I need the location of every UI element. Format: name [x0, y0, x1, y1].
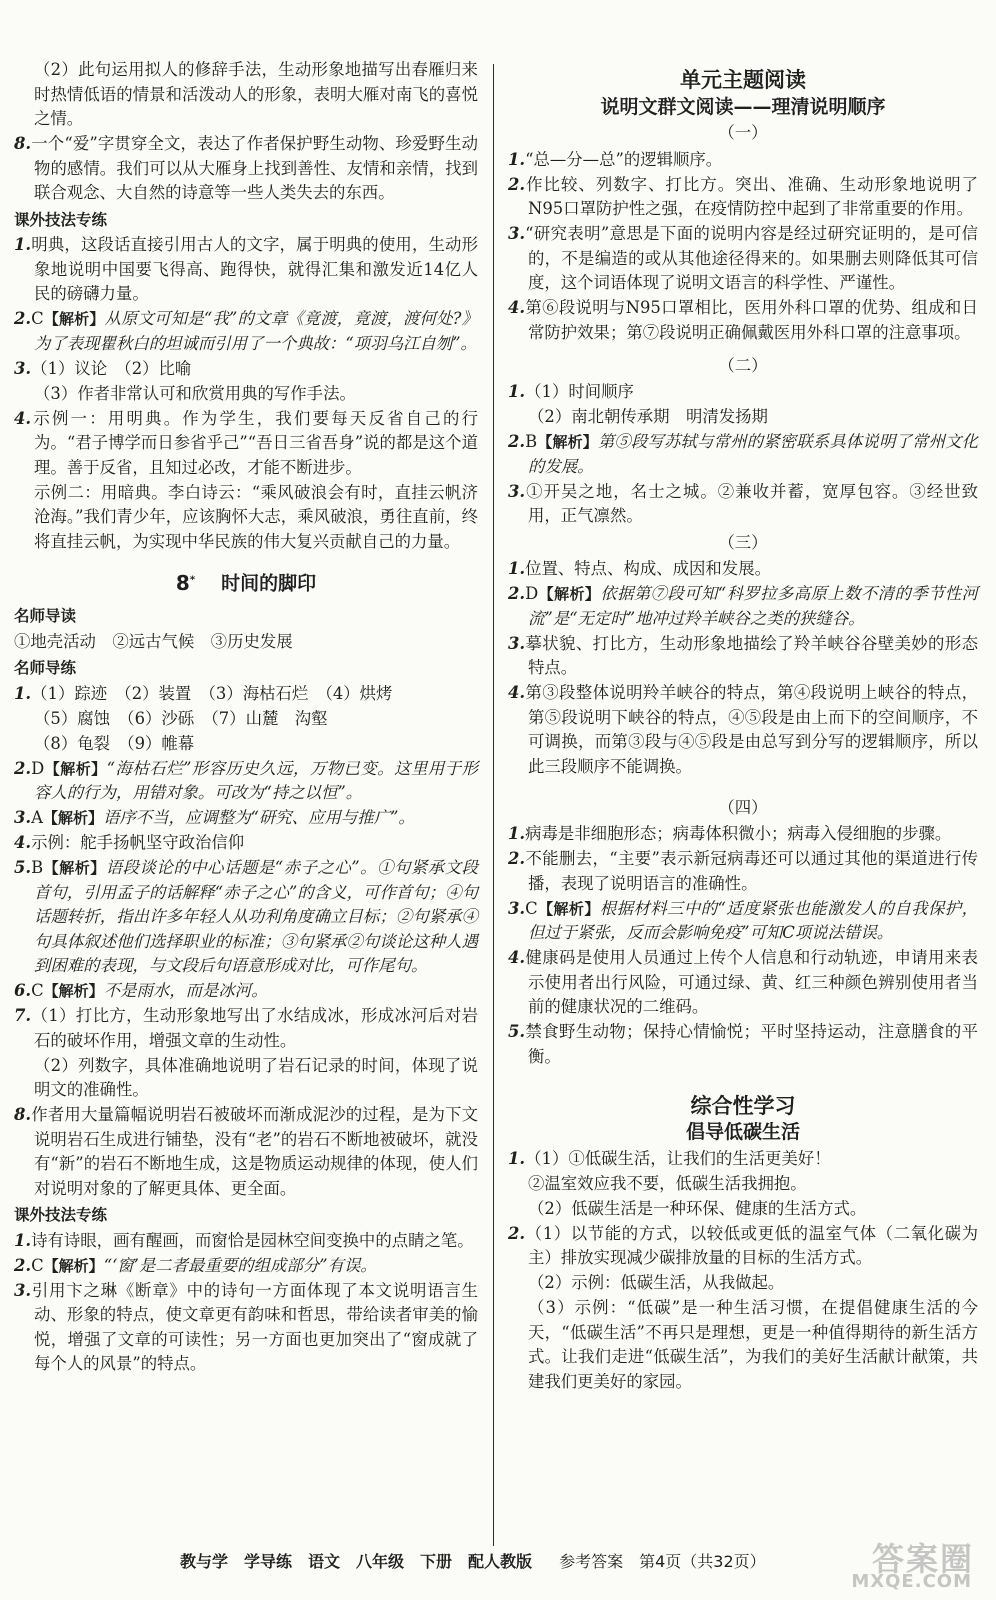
item-number: 5.	[508, 1022, 526, 1041]
right-column	[508, 58, 978, 1550]
answer-item	[14, 1229, 478, 1254]
answer-item	[14, 856, 478, 979]
answer-text: “总—分—总”的逻辑顺序。	[525, 149, 723, 169]
answer-text: ①地壳活动 ②远古气候 ③历史发展	[14, 631, 293, 651]
item-number: 3.	[508, 898, 526, 918]
answer-text: 作比较、列数字、打比方。突出、准确、生动形象地说明了N95口罩防护性之强，在疫情防控中起到了非常重要的作用。	[525, 174, 978, 218]
unit-subtitle: 说明文群文阅读——理清说明顺序	[600, 95, 886, 118]
answer-text: 第③段整体说明羚羊峡谷的特点，第④段说明上峡谷的特点，第⑤段说明下峡谷的特点，④⑤段是由上而下的空间顺序，不可调换，而第③段与④⑤段是由总写到分写的逻辑顺序，所以此三段顺序不能调换。	[525, 683, 978, 776]
answer-text: 第⑥段说明与N95口罩相比，医用外科口罩的优势、组成和日常防护效果；第⑦段说明正确佩戴医用外科口罩的注意事项。	[525, 298, 978, 342]
item-number: 2.	[508, 1223, 526, 1243]
section-heading: 名师导读	[14, 607, 77, 626]
item-number: 2.	[508, 584, 526, 603]
analysis-tag: 【解析】	[538, 585, 601, 603]
answer-text: 引用卞之琳《断章》中的诗句一方面体现了本文说明语言生动、形象的特点，使文章更有韵味和哲思，带给读者审美的愉悦，增强了文章的可读性；另一方面也更加突出了“窗成就了每个人的风景”的特点。	[31, 1280, 478, 1374]
chapter-name: 时间的脚印	[221, 572, 317, 595]
answer-item	[508, 897, 978, 946]
answer-item	[508, 632, 978, 681]
answer-text: 健康码是使用人员通过上传个人信息和行动轨迹，申请用来表示使用者出行风险，可通过绿、黄、红三种颜色辨别使用者当前的健康状况的二维码。	[525, 948, 978, 1016]
answer-item	[508, 822, 978, 847]
answer-text: 明典，这段话直接引用古人的文字，属于明典的使用，生动形象地说明中国要飞得高、跑得快，就得汇集和激发近14亿人民的磅礴力量。	[31, 235, 478, 303]
analysis-tag: 【解析】	[43, 859, 106, 878]
item-number: 4.	[508, 298, 526, 317]
section-number: （二）	[718, 355, 768, 375]
choice-letter: C	[525, 898, 538, 918]
answer-text: ①开吴之地，名士之城。②兼收并蓄，宽厚包容。③经世致用，正气凛然。	[525, 481, 978, 525]
answer-text: 语段谈论的中心话题是“赤子之心”。①句紧承文段首句，引用孟子的话解释“赤子之心”的含义，可作首句；④句话题转折，指出许多年轻人从功利角度确立目标；②句紧承④句具体叙述他们选择职业的标准；③句紧承②句谈论这种人遇到困难的表现，与文段后句语意形成对比，可作尾句。	[34, 858, 478, 976]
unit-title: 单元主题阅读	[680, 68, 806, 92]
answer-item	[508, 296, 978, 345]
answer-text: （1）踪迹 （2）装置 （3）海枯石烂 （4）烘烤	[31, 683, 393, 703]
answer-text: 第⑤段写苏轼与常州的紧密联系具体说明了常州文化的发展。	[528, 432, 978, 476]
item-number: 4.	[508, 683, 526, 702]
item-number: 2.	[14, 758, 32, 778]
answer-text: （5）腐蚀 （6）沙砾 （7）山麓 沟壑	[34, 708, 328, 728]
answer-item	[508, 582, 978, 631]
answer-text: （2）列数字，具体准确地说明了岩石记录的时间，体现了说明文的准确性。	[34, 1055, 478, 1100]
section-title: 综合性学习	[690, 1093, 796, 1118]
section-number: （一）	[718, 123, 768, 142]
item-number: 3.	[508, 224, 526, 243]
answer-text: （8）龟裂 （9）帷幕	[34, 733, 195, 753]
page-number: 参考答案 第4页（共32页）	[559, 1552, 766, 1571]
item-number: 3.	[14, 358, 32, 378]
analysis-tag: 【解析】	[43, 982, 104, 1001]
choice-letter: D	[31, 758, 45, 778]
item-number: 1.	[14, 1230, 32, 1250]
choice-letter: B	[31, 858, 44, 878]
left-column	[14, 58, 478, 1550]
section-number: （四）	[718, 797, 768, 817]
answer-item	[14, 407, 478, 481]
item-number: 3.	[14, 1280, 32, 1300]
chapter-number: 8	[175, 570, 190, 595]
choice-letter: D	[525, 584, 539, 603]
analysis-tag: 【解析】	[42, 809, 103, 828]
analysis-tag: 【解析】	[537, 899, 600, 918]
answer-text: 示例一：用明典。作为学生，我们要每天反省自己的行为。“君子博学而日参省乎己”“吾日三省吾身”说的都是这个道理。善于反省，且知过必改，才能不断进步。	[31, 408, 478, 477]
answer-text: 示例：舵手扬帆坚守政治信仰	[31, 833, 245, 853]
answer-text: 依据第⑦段可知“科罗拉多高原上数不清的季节性河流”是“无定时”地冲过羚羊峡谷之类的狭缝谷。	[528, 584, 978, 628]
answer-item	[14, 757, 478, 806]
item-number: 1.	[508, 149, 526, 169]
answer-item	[14, 806, 478, 831]
item-number: 1.	[508, 1148, 526, 1168]
item-number: 1.	[14, 683, 32, 703]
answer-text: 示例二：用暗典。李白诗云：“乘风破浪会有时，直挂云帆济沧海。”我们青少年，应该胸怀大志，乘风破浪，勇往直前，终将直挂云帆，为实现中华民族的伟大复兴贡献自己的力量。	[34, 482, 478, 551]
answer-text: 不是雨水，而是冰河。	[103, 981, 268, 1001]
item-number: 6.	[14, 981, 32, 1001]
answer-item	[14, 307, 478, 356]
answer-text: 位置、特点、构成、成因和发展。	[525, 559, 771, 578]
section-number: （三）	[718, 532, 768, 552]
choice-letter: C	[31, 1255, 44, 1275]
answer-text: 从原文可知是“我”的文章《竟渡，竟渡，渡何处?》为了表现瞿秋白的坦诚而引用了一个典故：“项羽乌江自刎”。	[34, 309, 478, 353]
answer-text: “海枯石烂”形容历史久远，万物已变。这里用于形容人的行为，用错对象。可改为“持之以恒”。	[34, 758, 478, 803]
item-number: 7.	[14, 1006, 32, 1026]
section-heading: 课外技法专练	[14, 1206, 108, 1225]
answer-text: 语序不当，应调整为“研究、应用与推广”。	[102, 808, 415, 828]
chapter-star: *	[189, 574, 196, 585]
choice-letter: B	[525, 432, 538, 451]
answer-text: （2）南北朝传承期 明清发扬期	[528, 407, 768, 426]
choice-letter: C	[31, 309, 44, 328]
answer-text: （2）示例：低碳生活，从我做起。	[528, 1273, 785, 1292]
item-number: 4.	[14, 833, 32, 853]
analysis-tag: 【解析】	[44, 759, 107, 778]
watermark-logo	[810, 1534, 980, 1592]
item-number: 8.	[14, 1105, 32, 1125]
answer-item	[508, 681, 978, 779]
section-heading: 名师导练	[14, 659, 77, 678]
item-number: 1.	[508, 559, 526, 578]
answer-item	[508, 222, 978, 296]
item-number: 8.	[14, 134, 32, 153]
book-title: 教与学 学导练 语文 八年级 下册 配人教版	[180, 1552, 533, 1571]
answer-text: 病毒是非细胞形态；病毒体积微小；病毒入侵细胞的步骤。	[525, 824, 952, 843]
choice-letter: C	[31, 981, 44, 1001]
answer-text: （3）示例：“低碳”是一种生活习惯，在提倡健康生活的今天，“低碳生活”不再只是理想，更是一种值得期待的新生活方式。让我们走进“低碳生活”，为我们的美好生活献计献策，共建我们更美好的家园。	[528, 1298, 978, 1391]
answer-item	[14, 831, 478, 856]
chapter-title	[14, 568, 478, 596]
answer-item	[508, 847, 978, 896]
answer-item	[14, 132, 478, 206]
item-number: 3.	[508, 633, 526, 653]
answer-text: 根据材料三中的“适度紧张也能激发人的自我保护，但过于紧张，反而会影响免疫”可知C项说法错误。	[528, 898, 978, 942]
answer-item	[14, 1103, 478, 1201]
answer-item	[508, 1222, 978, 1271]
section-heading: 课外技法专练	[14, 210, 108, 229]
item-number: 2.	[14, 309, 32, 328]
answer-text: 作者用大量篇幅说明岩石被破坏而渐成泥沙的过程，是为下文说明岩石生成进行铺垫，没有“老”的岩石不断地被破坏，就没有“新”的岩石不断地生成，这是物质运动规律的体现，使人们对说明对象的了解更具体、更全面。	[31, 1105, 478, 1198]
answer-item	[14, 1279, 478, 1377]
answer-text: 诗有诗眼，画有醒画，而窗恰是园林空间变换中的点睛之笔。	[31, 1230, 474, 1250]
answer-item	[508, 946, 978, 1020]
answer-item	[14, 1004, 478, 1053]
answer-text: 摹状貌、打比方，生动形象地描绘了羚羊峡谷谷壁美妙的形态特点。	[525, 633, 978, 677]
answer-text: “‘窗’是二者最重要的组成部分”有误。	[103, 1255, 377, 1275]
item-number: 3.	[14, 808, 32, 828]
answer-text: （2）此句运用拟人的修辞手法，生动形象地描写出春雁归来时热情低语的情景和活泼动人的形象，表明大雁对南飞的喜悦之情。	[34, 60, 478, 128]
answer-text: （1）议论 （2）比喻	[31, 358, 192, 378]
answer-item	[14, 979, 478, 1004]
analysis-tag: 【解析】	[43, 310, 105, 328]
item-number: 2.	[508, 174, 526, 194]
answer-item	[508, 557, 978, 582]
answer-item	[508, 380, 978, 405]
item-number: 5.	[14, 858, 32, 878]
answer-item	[508, 1020, 978, 1069]
answer-item	[508, 173, 978, 222]
section-subtitle: 倡导低碳生活	[685, 1121, 800, 1143]
answer-item	[14, 682, 478, 707]
answer-text: （1）打比方，生动形象地写出了水结成冰，形成冰河后对岩石的破坏作用，增强文章的生动性。	[31, 1006, 478, 1050]
answer-text: ②温室效应我不要，低碳生活我拥抱。	[528, 1173, 807, 1193]
answer-text: （1）以节能的方式，以较低或更低的温室气体（二氧化碳为主）排放实现减少碳排放量的目标的生活方式。	[525, 1223, 978, 1267]
answer-item	[508, 480, 978, 529]
item-number: 2.	[508, 849, 526, 868]
answer-text: （1）①低碳生活，让我们的生活更美好！	[525, 1148, 831, 1168]
item-number: 4.	[508, 948, 526, 967]
item-number: 1.	[14, 235, 32, 254]
answer-item	[14, 233, 478, 307]
watermark-text: 答案圈	[871, 1540, 974, 1578]
item-number: 2.	[508, 432, 526, 451]
item-number: 1.	[508, 824, 526, 843]
answer-text: 不能删去，“主要”表示新冠病毒还可以通过其他的渠道进行传播，表现了说明语言的准确性。	[525, 849, 978, 893]
answer-item	[14, 357, 478, 382]
choice-letter: A	[31, 808, 43, 828]
column-divider	[493, 64, 494, 1546]
answer-item	[14, 1254, 478, 1279]
item-number: 3.	[508, 481, 526, 501]
answer-text: （1）时间顺序	[525, 382, 634, 401]
answer-item	[508, 430, 978, 479]
analysis-tag: 【解析】	[43, 1256, 104, 1275]
answer-text: （2）低碳生活是一种环保、健康的生活方式。	[528, 1198, 867, 1218]
watermark-url: MXQE.COM	[851, 1571, 972, 1592]
answer-item	[508, 148, 978, 173]
answer-item	[508, 1147, 978, 1172]
item-number: 4.	[14, 408, 32, 428]
answer-text: “研究表明”意思是下面的说明内容是经过研究证明的，是可信的，不是编造的或从其他途径得来的。如果删去则降低其可信度，这个词语体现了说明文语言的科学性、严谨性。	[525, 224, 978, 292]
answer-text: 一个“爱”字贯穿全文，表达了作者保护野生动物、珍爱野生动物的感情。我们可以从大雁身上找到善性、友情和亲情，找到联合观念、大自然的诗意等一些人类失去的东西。	[31, 134, 478, 202]
item-number: 1.	[508, 382, 526, 401]
answer-text: 禁食野生动物；保持心情愉悦；平时坚持运动，注意膳食的平衡。	[525, 1022, 978, 1066]
answer-text: （3）作者非常认可和欣赏用典的写作手法。	[34, 383, 356, 403]
item-number: 2.	[14, 1255, 32, 1275]
analysis-tag: 【解析】	[537, 433, 598, 451]
